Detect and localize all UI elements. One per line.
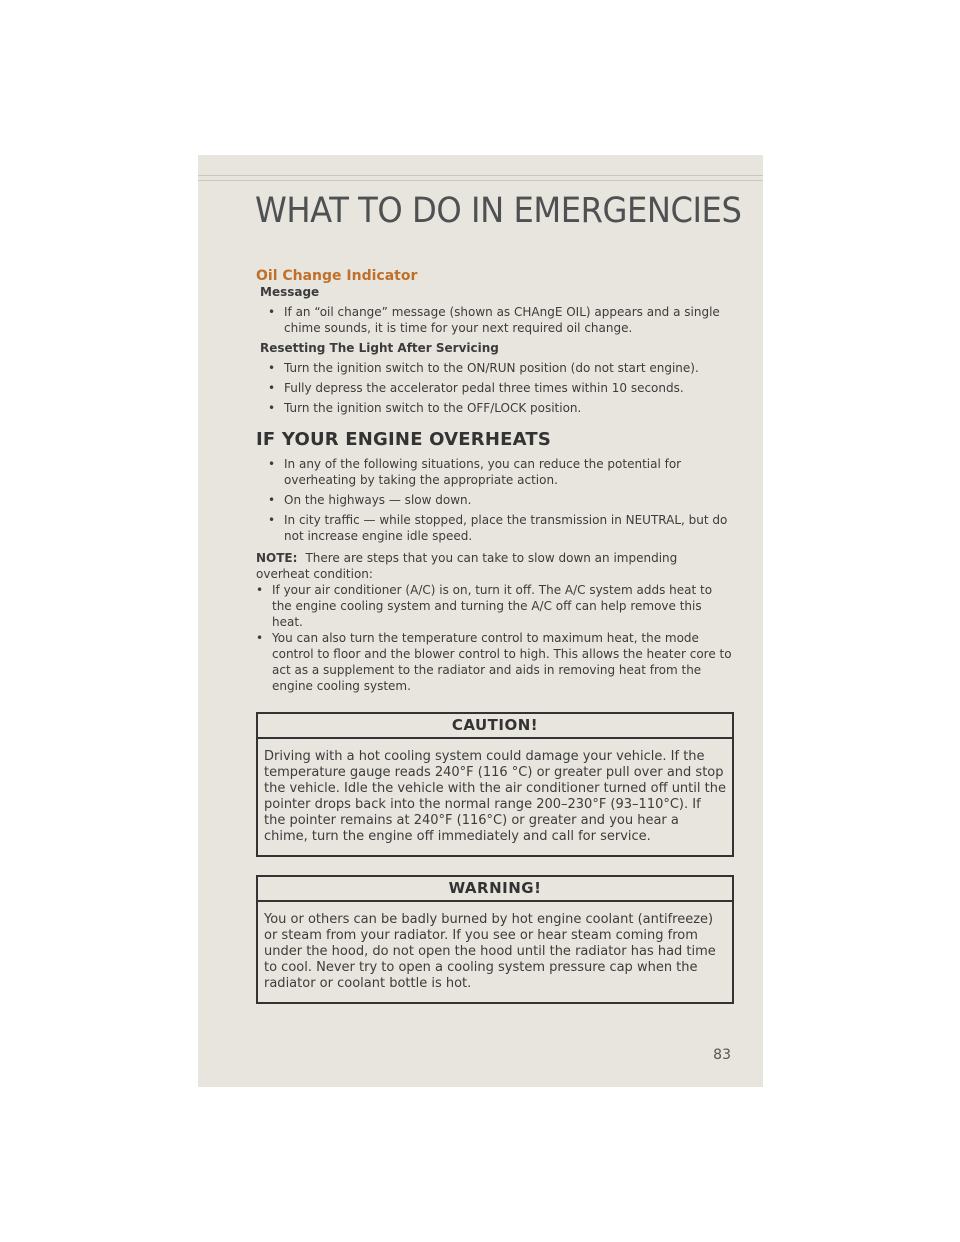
list-item: • On the highways — slow down. — [268, 492, 734, 508]
list-item: • Turn the ignition switch to the OFF/LOCK position. — [268, 400, 734, 416]
list-item: • In any of the following situations, you can reduce the potential for overheating by taking the appropriate action. — [268, 456, 734, 488]
oil-change-heading: Oil Change Indicator — [256, 268, 418, 284]
message-list — [256, 304, 734, 336]
list-item: • If an “oil change” message (shown as CHAngE OIL) appears and a single chime sounds, it is time for your next required oil change. — [268, 304, 734, 336]
list-item: • Fully depress the accelerator pedal three times within 10 seconds. — [268, 380, 734, 396]
page-content — [256, 268, 734, 1004]
list-item: • If your air conditioner (A/C) is on, turn it off. The A/C system adds heat to the engine cooling system and turning the A/C off can help remove this heat. — [256, 582, 734, 630]
overheat-list — [256, 456, 734, 544]
warning-box — [256, 875, 734, 1004]
caution-box — [256, 712, 734, 857]
manual-page — [198, 155, 763, 1087]
overheat-heading: IF YOUR ENGINE OVERHEATS — [256, 429, 551, 450]
warning-title: WARNING! — [258, 877, 732, 902]
page-header-title: WHAT TO DO IN EMERGENCIES — [255, 191, 742, 231]
note-list — [256, 582, 734, 694]
reset-subheading: Resetting The Light After Servicing — [260, 341, 499, 355]
caution-title: CAUTION! — [258, 714, 732, 739]
message-subheading: Message — [260, 285, 320, 299]
list-item: • In city traffic — while stopped, place the transmission in NEUTRAL, but do not increase engine idle speed. — [268, 512, 734, 544]
top-rule — [198, 175, 763, 181]
note-paragraph — [256, 550, 734, 582]
list-item: • You can also turn the temperature control to maximum heat, the mode control to floor and the blower control to high. This allows the heater core to act as a supplement to the radiator and aids in removing heat from the engine cooling system. — [256, 630, 734, 694]
reset-list — [256, 360, 734, 416]
page-number: 83 — [713, 1047, 731, 1063]
note-label: NOTE: — [256, 551, 298, 565]
note-text: There are steps that you can take to slow down an impending overheat condition: — [256, 551, 678, 581]
warning-text: You or others can be badly burned by hot engine coolant (antifreeze) or steam from your radiator. If you see or hear steam coming from under the hood, do not open the hood until the radiator has had time to cool. Never try to open a cooling system pressure cap when the radiator or coolant bottle is hot. — [264, 912, 716, 991]
list-item: • Turn the ignition switch to the ON/RUN position (do not start engine). — [268, 360, 734, 376]
caution-text: Driving with a hot cooling system could damage your vehicle. If the temperature gauge reads 240°F (116 °C) or greater pull over and stop the vehicle. Idle the vehicle with the air conditioner turned off until the pointer drops back into the normal range 200–230°F (93–110°C). If the pointer remains at 240°F (116°C) or greater and you hear a chime, turn the engine off immediately and call for service. — [264, 749, 726, 844]
